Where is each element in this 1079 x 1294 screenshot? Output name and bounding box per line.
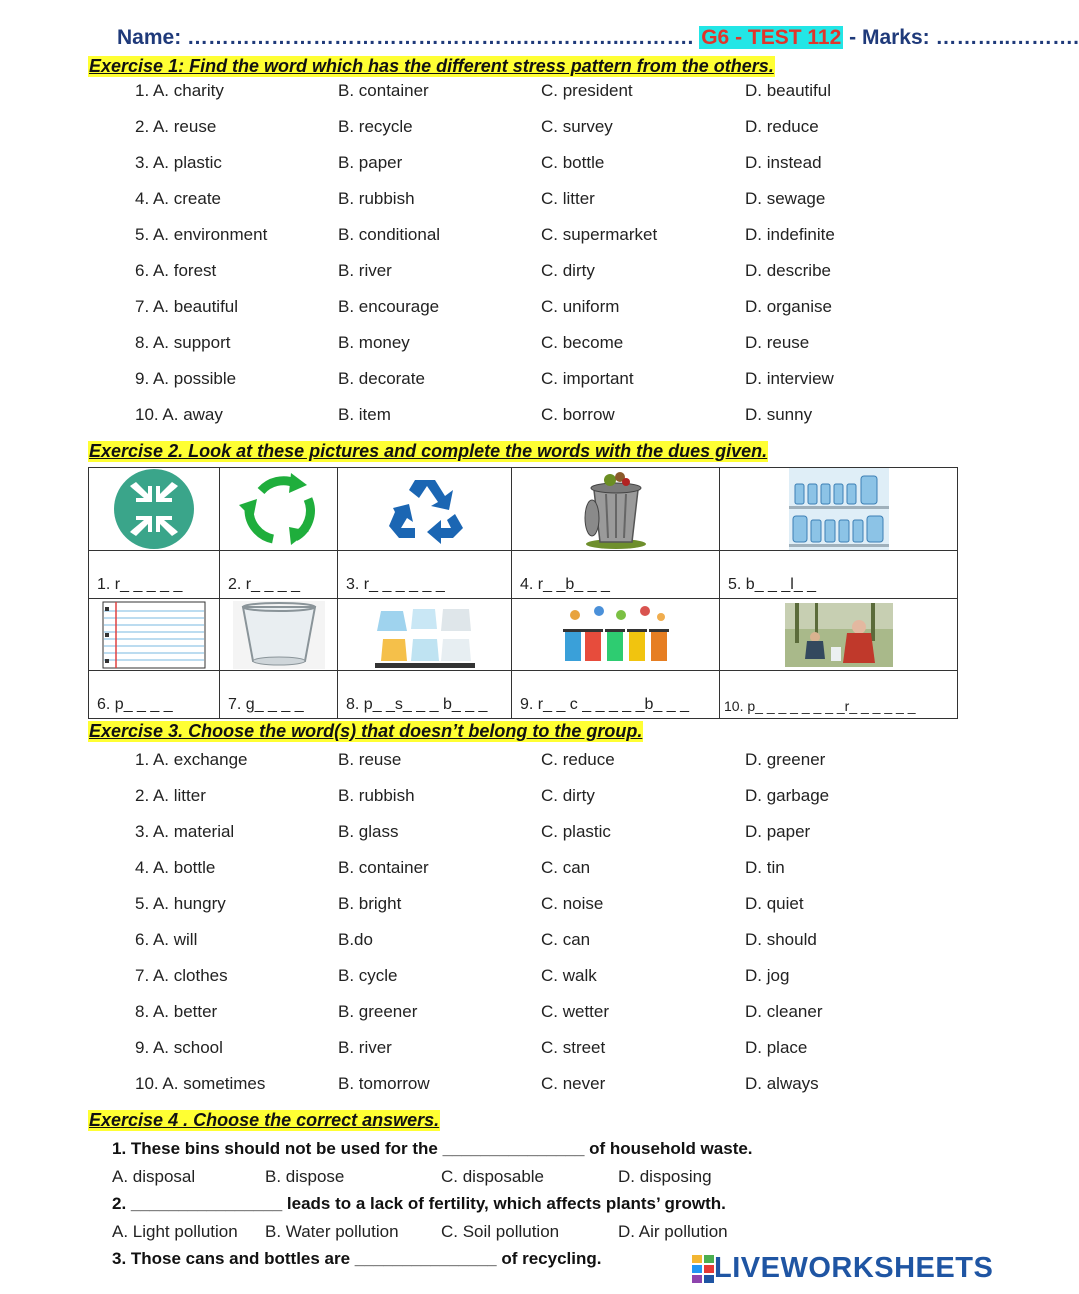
answer-option[interactable]: 9. A. possible xyxy=(135,369,237,388)
picture-cell xyxy=(220,599,338,671)
answer-label-2[interactable]: 2. r_ _ _ _ xyxy=(220,551,338,599)
exercise-2-title: Exercise 2. Look at these pictures and complete the words with the dues given. xyxy=(89,441,768,461)
exercise-1-title: Exercise 1: Find the word which has the different stress pattern from the others. xyxy=(89,56,774,76)
answer-option[interactable]: B. glass xyxy=(338,822,399,841)
answer-option[interactable]: C. can xyxy=(541,930,591,949)
answer-option[interactable]: C. president xyxy=(541,81,633,100)
answer-option[interactable]: D. reduce xyxy=(745,117,819,136)
answer-label-8[interactable]: 8. p_ _s_ _ _ b_ _ _ xyxy=(338,671,512,719)
picture-cell xyxy=(512,599,720,671)
answer-option[interactable]: C. litter xyxy=(541,189,595,208)
answer-option[interactable]: D. reuse xyxy=(745,333,810,352)
test-id: G6 - TEST 112 xyxy=(701,26,842,49)
answer-option[interactable]: B.do xyxy=(338,930,373,949)
option-1b[interactable]: B. dispose xyxy=(265,1167,345,1186)
answer-option[interactable]: C. survey xyxy=(541,117,613,136)
answer-option[interactable]: C. plastic xyxy=(541,822,611,841)
answer-option[interactable]: 9. A. school xyxy=(135,1038,223,1057)
option-1c[interactable]: C. disposable xyxy=(441,1167,545,1186)
question-3: 3. Those cans and bottles are _______________ of recycling. xyxy=(112,1249,602,1268)
answer-option[interactable]: C. can xyxy=(541,858,591,877)
people-picking-rubbish-icon xyxy=(785,603,893,667)
answer-option[interactable]: D. sunny xyxy=(745,405,813,424)
answer-label-7[interactable]: 7. g_ _ _ _ xyxy=(220,671,338,719)
plastic-bags-icon xyxy=(373,601,477,669)
answer-option[interactable]: B. conditional xyxy=(338,225,441,244)
answer-option[interactable]: C. reduce xyxy=(541,750,615,769)
logo-text: LIVEWORKSHEETS xyxy=(714,1252,994,1284)
answer-option[interactable]: B. bright xyxy=(338,894,402,913)
marks-label: - Marks: ………..………. xyxy=(849,26,1079,49)
answer-option[interactable]: D. organise xyxy=(745,297,832,316)
liveworksheets-logo xyxy=(692,1252,993,1285)
answer-option[interactable]: D. garbage xyxy=(745,786,830,805)
answer-option[interactable]: C. walk xyxy=(541,966,597,985)
answer-option[interactable]: B. container xyxy=(338,81,429,100)
question-2: 2. ________________ leads to a lack of fertility, which affects plants’ growth. xyxy=(112,1194,726,1213)
answer-option[interactable]: C. supermarket xyxy=(541,225,658,244)
answer-option[interactable]: C. street xyxy=(541,1038,606,1057)
answer-option[interactable]: 2. A. litter xyxy=(135,786,206,805)
answer-option[interactable]: 4. A. bottle xyxy=(135,858,216,877)
name-label: Name: ………………………………………….…………..………. xyxy=(117,26,694,49)
answer-option[interactable]: D. cleaner xyxy=(745,1002,823,1021)
option-2a[interactable]: A. Light pollution xyxy=(112,1222,238,1241)
question-1: 1. These bins should not be used for the _______________ of household waste. xyxy=(112,1139,753,1158)
answer-option[interactable]: C. bottle xyxy=(541,153,605,172)
answer-option[interactable]: 5. A. environment xyxy=(135,225,268,244)
answer-option[interactable]: C. borrow xyxy=(541,405,615,424)
answer-option[interactable]: 1. A. exchange xyxy=(135,750,248,769)
answer-option[interactable]: 10. A. sometimes xyxy=(135,1074,266,1093)
picture-cell xyxy=(720,468,958,551)
answer-option[interactable]: B. cycle xyxy=(338,966,398,985)
answer-option[interactable]: 7. A. clothes xyxy=(135,966,228,985)
answer-option[interactable]: D. greener xyxy=(745,750,826,769)
answer-label-9[interactable]: 9. r_ _ c _ _ _ _ _b_ _ _ xyxy=(512,671,720,719)
answer-option[interactable]: D. place xyxy=(745,1038,808,1057)
answer-option[interactable]: 4. A. create xyxy=(135,189,221,208)
picture-cell xyxy=(220,468,338,551)
reuse-cycle-icon xyxy=(233,469,325,549)
answer-label-6[interactable]: 6. p_ _ _ _ xyxy=(89,671,220,719)
picture-cell xyxy=(338,599,512,671)
answer-option[interactable]: 2. A. reuse xyxy=(135,117,217,136)
picture-cell xyxy=(720,599,958,671)
answer-label-4[interactable]: 4. r_ _b_ _ _ xyxy=(512,551,720,599)
answer-label-3[interactable]: 3. r_ _ _ _ _ _ xyxy=(338,551,512,599)
picture-cell xyxy=(338,468,512,551)
answer-option[interactable]: C. become xyxy=(541,333,624,352)
answer-option[interactable]: 6. A. will xyxy=(135,930,198,949)
answer-option[interactable]: B. tomorrow xyxy=(338,1074,430,1093)
answer-option[interactable]: C. never xyxy=(541,1074,606,1093)
picture-cell xyxy=(89,468,220,551)
answer-option[interactable]: D. paper xyxy=(745,822,811,841)
answer-option[interactable]: D. beautiful xyxy=(745,81,831,100)
answer-option[interactable]: D. instead xyxy=(745,153,822,172)
liveworksheets-mark-icon xyxy=(692,1255,714,1283)
answer-option[interactable]: B. river xyxy=(338,261,392,280)
answer-option[interactable]: 7. A. beautiful xyxy=(135,297,239,316)
answer-option[interactable]: 3. A. material xyxy=(135,822,235,841)
answer-label-5[interactable]: 5. b_ _ _l_ _ xyxy=(720,551,958,599)
answer-option[interactable]: B. decorate xyxy=(338,369,425,388)
answer-option[interactable]: 1. A. charity xyxy=(135,81,224,100)
picture-cell xyxy=(512,468,720,551)
answer-option[interactable]: B. river xyxy=(338,1038,392,1057)
answer-option[interactable]: B. reuse xyxy=(338,750,402,769)
answer-option[interactable]: D. quiet xyxy=(745,894,804,913)
rubbish-bin-icon xyxy=(580,468,652,550)
answer-option[interactable]: D. always xyxy=(745,1074,819,1093)
answer-option[interactable]: B. item xyxy=(338,405,391,424)
answer-option[interactable]: D. sewage xyxy=(745,189,826,208)
answer-option[interactable]: D. should xyxy=(745,930,817,949)
exercise-3-title: Exercise 3. Choose the word(s) that doesn’t belong to the group. xyxy=(89,721,643,741)
answer-option[interactable]: B. rubbish xyxy=(338,189,415,208)
option-2c[interactable]: C. Soil pollution xyxy=(441,1222,560,1241)
option-2d[interactable]: D. Air pollution xyxy=(618,1222,728,1241)
answer-label-1[interactable]: 1. r_ _ _ _ _ xyxy=(89,551,220,599)
answer-option[interactable]: 10. A. away xyxy=(135,405,223,424)
recycling-bins-icon xyxy=(561,603,671,667)
answer-option[interactable]: D. indefinite xyxy=(745,225,835,244)
exercise-4-title: Exercise 4 . Choose the correct answers. xyxy=(89,1110,440,1130)
answer-option[interactable]: D. interview xyxy=(745,369,834,388)
answer-option[interactable]: C. wetter xyxy=(541,1002,610,1021)
option-1d[interactable]: D. disposing xyxy=(618,1167,712,1186)
worksheet-header xyxy=(117,26,1079,50)
answer-option[interactable]: B. rubbish xyxy=(338,786,415,805)
answer-option[interactable]: D. describe xyxy=(745,261,831,280)
reduce-arrows-icon xyxy=(108,468,200,550)
picture-cell xyxy=(89,599,220,671)
answer-option[interactable]: D. tin xyxy=(745,858,785,877)
answer-option[interactable]: 5. A. hungry xyxy=(135,894,226,913)
answer-label-10[interactable]: 10. p_ _ _ _ _ _ _ _r_ _ _ _ _ _ xyxy=(720,671,958,719)
answer-option[interactable]: 6. A. forest xyxy=(135,261,217,280)
answer-option[interactable]: C. noise xyxy=(541,894,604,913)
option-2b[interactable]: B. Water pollution xyxy=(265,1222,399,1241)
answer-option[interactable]: C. important xyxy=(541,369,634,388)
glass-icon xyxy=(233,601,325,669)
answer-option[interactable]: B. paper xyxy=(338,153,403,172)
bottles-icon xyxy=(789,468,889,550)
answer-option[interactable]: B. encourage xyxy=(338,297,440,316)
answer-option[interactable]: C. dirty xyxy=(541,261,595,280)
answer-option[interactable]: C. dirty xyxy=(541,786,595,805)
answer-option[interactable]: D. jog xyxy=(745,966,790,985)
answer-option[interactable]: 8. A. support xyxy=(135,333,231,352)
option-1a[interactable]: A. disposal xyxy=(112,1167,196,1186)
answer-option[interactable]: B. greener xyxy=(338,1002,418,1021)
answer-option[interactable]: B. money xyxy=(338,333,410,352)
answer-option[interactable]: 8. A. better xyxy=(135,1002,218,1021)
recycle-icon xyxy=(385,476,465,542)
picture-table xyxy=(88,467,958,719)
answer-option[interactable]: B. recycle xyxy=(338,117,413,136)
answer-option[interactable]: C. uniform xyxy=(541,297,620,316)
answer-option[interactable]: B. container xyxy=(338,858,429,877)
paper-sheet-icon xyxy=(102,601,206,669)
answer-option[interactable]: 3. A. plastic xyxy=(135,153,222,172)
